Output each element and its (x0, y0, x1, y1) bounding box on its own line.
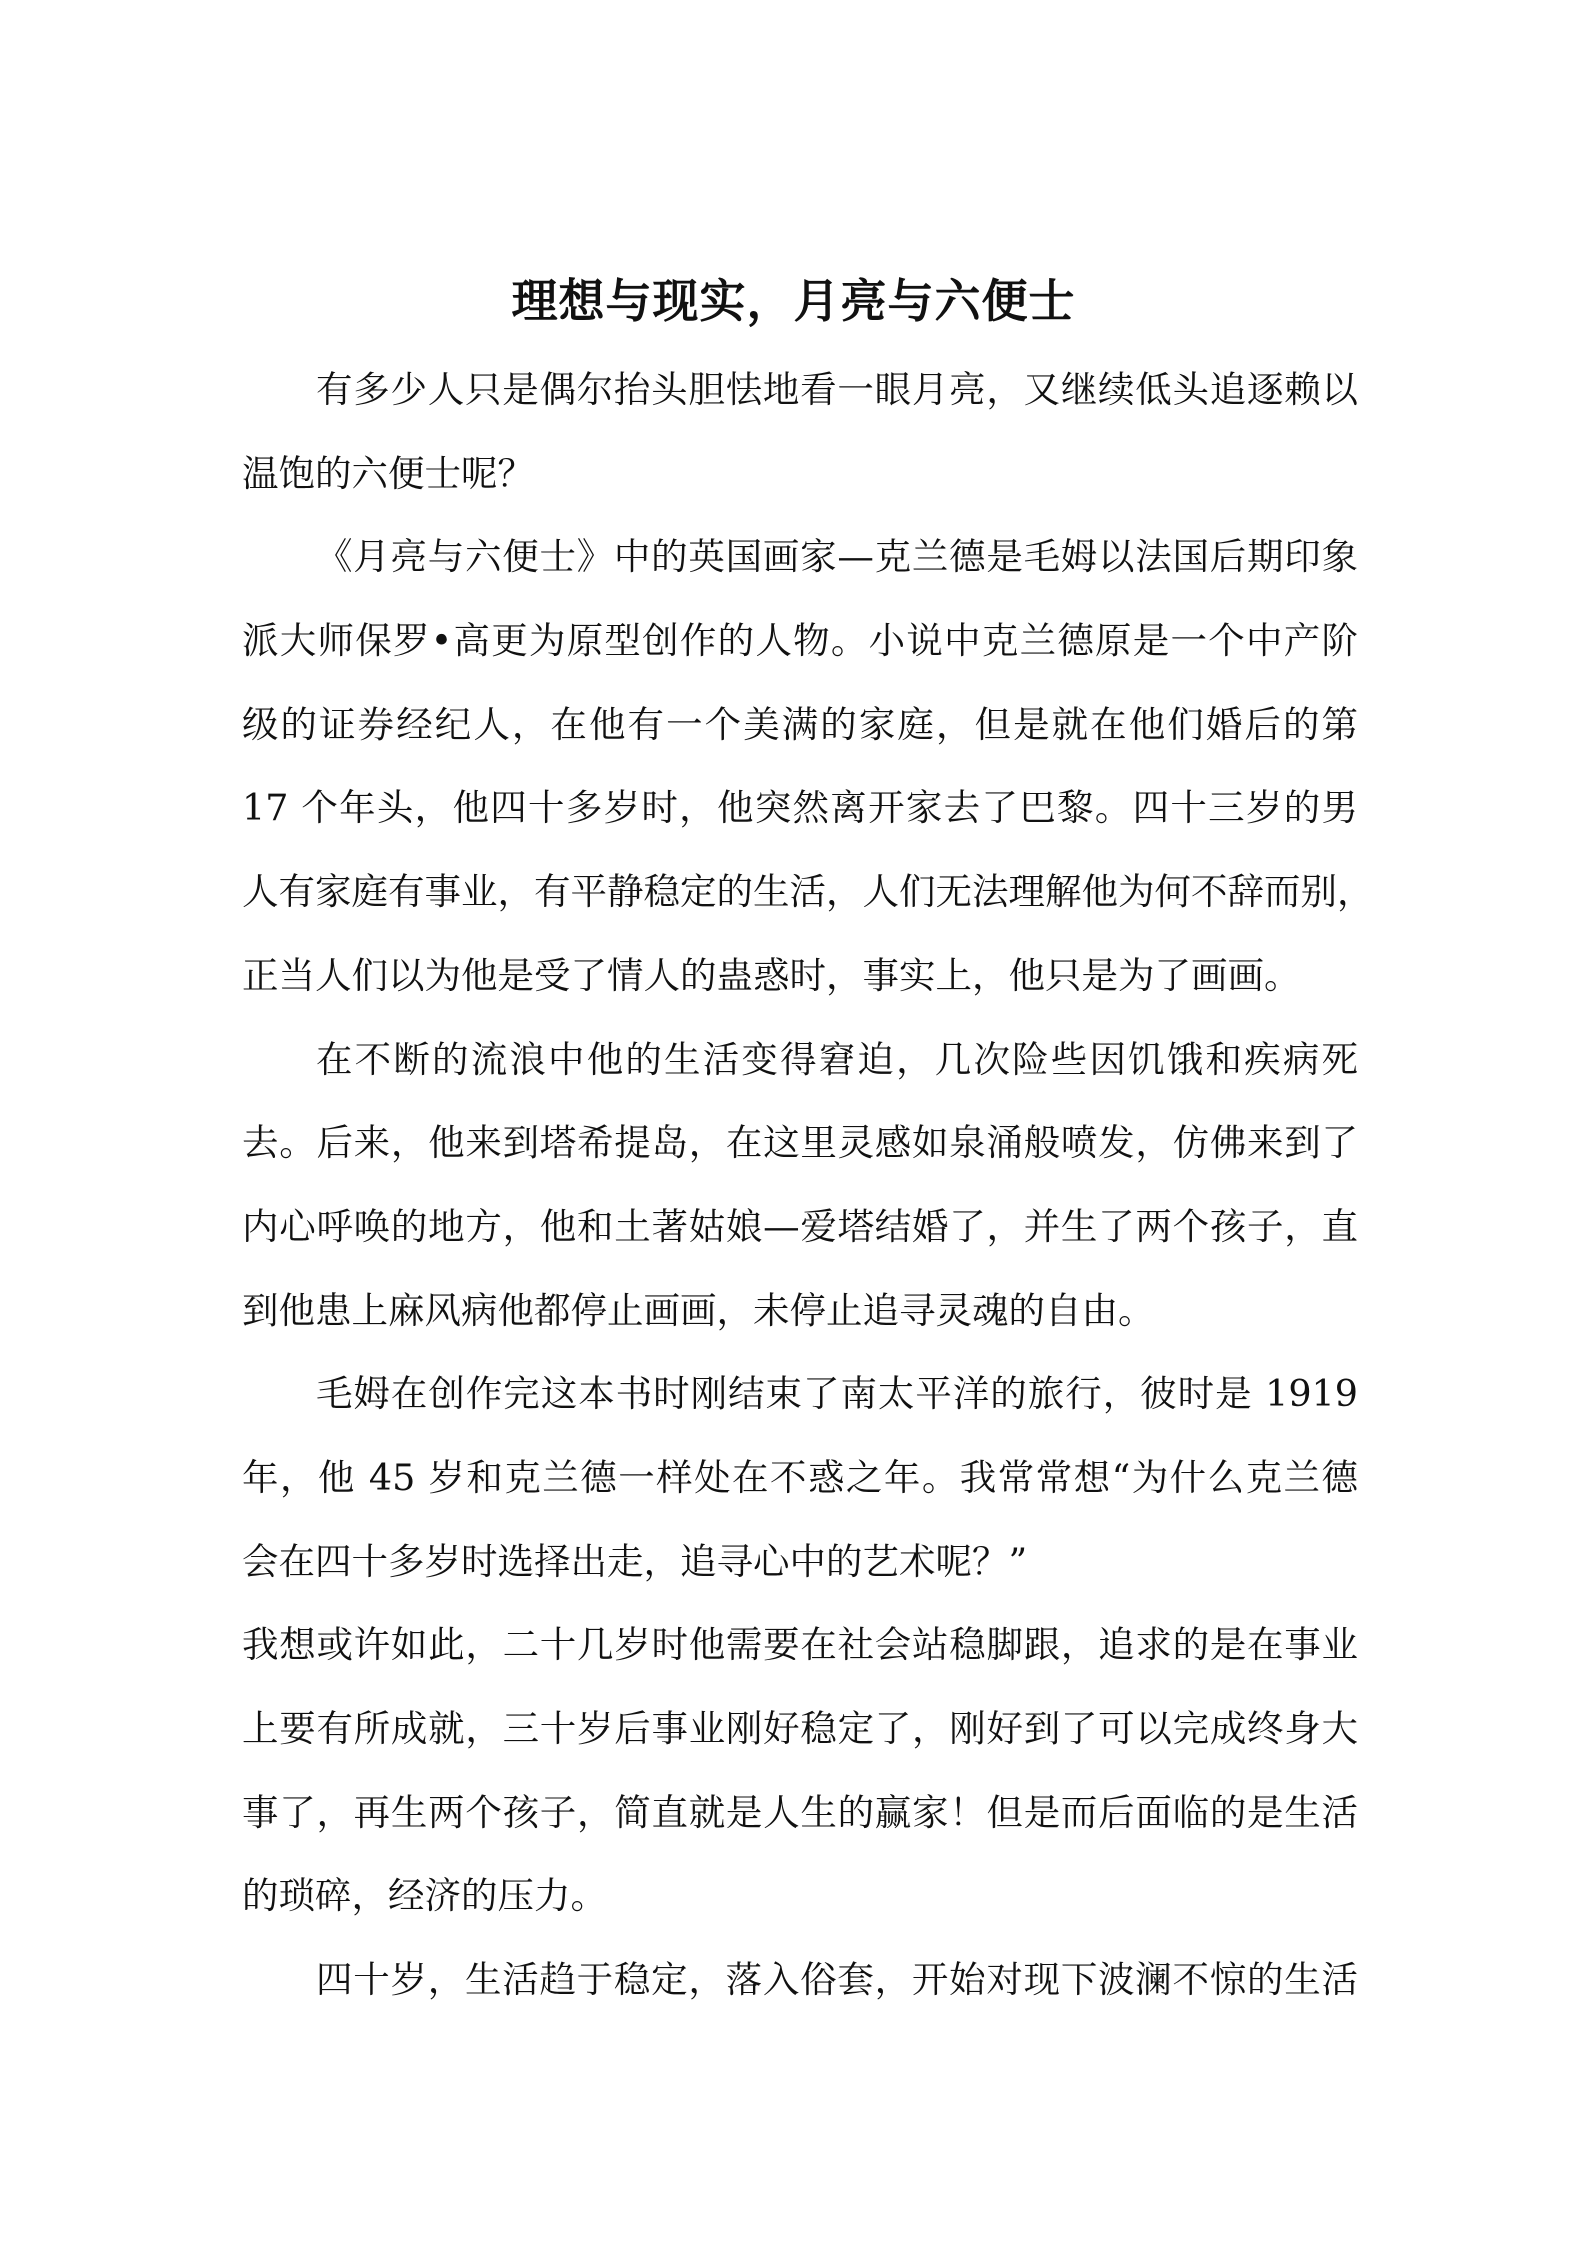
paragraph (242, 515, 1374, 1017)
text-line: 正当人们以为他是受了情人的蛊惑时，事实上，他只是为了画画。 (242, 953, 1301, 997)
text-line: 级的证券经纪人，在他有一个美满的家庭，但是就在他们婚后的第 (242, 702, 1358, 746)
text-line: 会在四十多岁时选择出走，追寻心中的艺术呢？” (242, 1539, 1028, 1583)
text-line: 《月亮与六便士》中的英国画家—克兰德是毛姆以法国后期印象 (316, 535, 1358, 579)
text-line: 到他患上麻风病他都停止画画，未停止追寻灵魂的自由。 (242, 1288, 1155, 1332)
text-line: 事了，再生两个孩子，简直就是人生的赢家！但是而后面临的是生活 (242, 1790, 1358, 1834)
paragraph (242, 348, 1358, 515)
paragraph (242, 1352, 1358, 1603)
text-line: 上要有所成就，三十岁后事业刚好稳定了，刚好到了可以完成终身大 (242, 1707, 1358, 1750)
text-line: 派大师保罗•高更为原型创作的人物。小说中克兰德原是一个中产阶 (242, 619, 1358, 663)
text-line: 去。后来，他来到塔希提岛，在这里灵感如泉涌般喷发，仿佛来到了 (242, 1121, 1358, 1165)
text-line: 17 个年头，他四十多岁时，他突然离开家去了巴黎。四十三岁的男 (242, 786, 1358, 830)
text-line: 内心呼唤的地方，他和土著姑娘—爱塔结婚了，并生了两个孩子，直 (242, 1204, 1358, 1248)
text-line: 温饱的六便士呢？ (242, 451, 534, 495)
text-line: 毛姆在创作完这本书时刚结束了南太平洋的旅行，彼时是 1919 (316, 1372, 1358, 1416)
text-line: 有多少人只是偶尔抬头胆怯地看一眼月亮，又继续低头追逐赖以 (316, 368, 1358, 411)
paragraph (242, 1603, 1358, 1938)
document-title: 理想与现实，月亮与六便士 (511, 273, 1076, 328)
text-line: 的琐碎，经济的压力。 (242, 1874, 607, 1918)
text-line: 在不断的流浪中他的生活变得窘迫，几次险些因饥饿和疾病死 (316, 1037, 1358, 1081)
text-line: 四十岁，生活趋于稳定，落入俗套，开始对现下波澜不惊的生活 (316, 1958, 1358, 2002)
text-line: 人有家庭有事业，有平静稳定的生活，人们无法理解他为何不辞而别， (242, 870, 1374, 914)
paragraph (242, 1018, 1358, 1353)
paragraph (242, 1938, 1358, 2022)
document-body (242, 348, 1374, 2022)
text-line: 年，他 45 岁和克兰德一样处在不惑之年。我常常想“为什么克兰德 (242, 1455, 1358, 1499)
text-line: 我想或许如此，二十几岁时他需要在社会站稳脚跟，追求的是在事业 (242, 1623, 1358, 1667)
